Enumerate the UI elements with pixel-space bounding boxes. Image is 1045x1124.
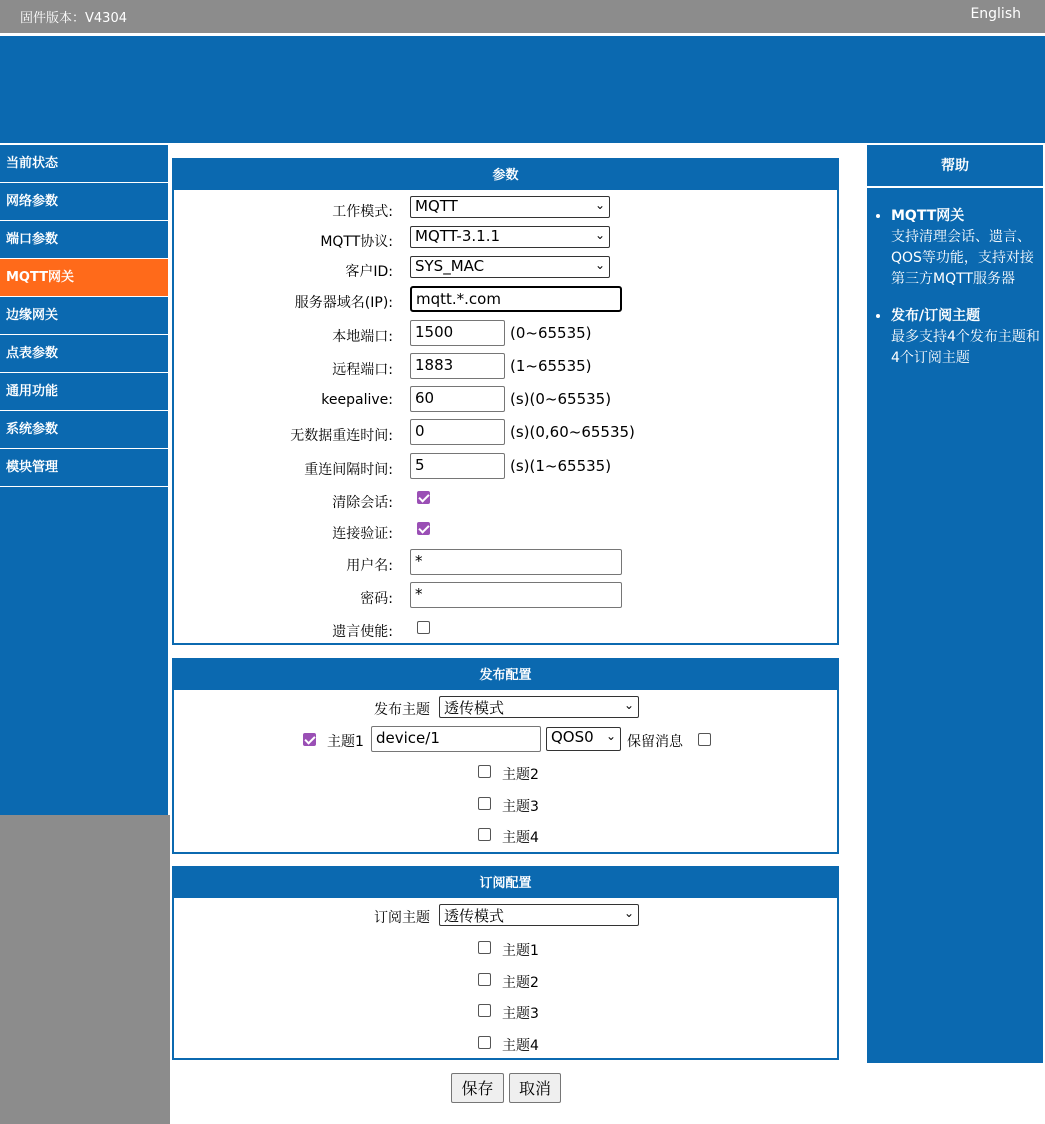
publish-topic4-row: [174, 825, 837, 851]
auth-checkbox[interactable]: [417, 522, 430, 535]
sidebar-item-mqtt-gateway[interactable]: MQTT网关: [0, 259, 168, 297]
server-row: [174, 286, 837, 312]
subscribe-mode-label: 订阅主题: [374, 910, 430, 926]
will-row: [174, 618, 837, 644]
sidebar-item-status[interactable]: 当前状态: [0, 145, 168, 183]
remote-port-row: [174, 353, 837, 379]
banner: [0, 36, 1045, 143]
chevron-down-icon: ⌄: [623, 906, 634, 920]
password-label: 密码:: [360, 591, 393, 607]
help-item-body: 最多支持4个发布主题和4个订阅主题: [891, 329, 1040, 366]
params-panel: [172, 158, 839, 645]
client-id-select[interactable]: [410, 256, 610, 278]
top-bar: [0, 0, 1045, 33]
reconnect-interval-label: 重连间隔时间:: [304, 462, 393, 478]
publish-mode-value: 透传模式: [444, 699, 505, 717]
sidebar-filler: [0, 815, 170, 1124]
subscribe-mode-select[interactable]: [439, 904, 639, 926]
clean-session-label: 清除会话:: [332, 495, 393, 511]
mqtt-protocol-value: MQTT-3.1.1: [415, 227, 501, 245]
keepalive-hint: (s)(0~65535): [510, 390, 612, 408]
no-data-reconnect-hint: (s)(0,60~65535): [510, 423, 635, 441]
keepalive-label: keepalive:: [321, 392, 393, 408]
client-id-row: [174, 256, 837, 282]
publish-topic2-label: 主题2: [502, 767, 539, 783]
username-input[interactable]: *: [410, 549, 622, 575]
no-data-reconnect-label: 无数据重连时间:: [290, 428, 393, 444]
work-mode-select[interactable]: [410, 196, 610, 218]
no-data-reconnect-row: [174, 419, 837, 445]
reconnect-interval-hint: (s)(1~65535): [510, 457, 612, 475]
subscribe-panel-title: 订阅配置: [174, 868, 837, 898]
keepalive-row: [174, 386, 837, 412]
reconnect-interval-row: [174, 453, 837, 479]
local-port-hint: (0~65535): [510, 324, 592, 342]
publish-topic2-row: [174, 762, 837, 788]
server-label: 服务器域名(IP):: [294, 295, 393, 311]
help-item-heading: 发布/订阅主题: [891, 308, 981, 324]
firmware-value: V4304: [85, 11, 127, 26]
client-id-value: SYS_MAC: [415, 257, 485, 275]
publish-topic1-label: 主题1: [327, 734, 364, 750]
sidebar-item-system[interactable]: 系统参数: [0, 411, 168, 449]
mqtt-protocol-select[interactable]: [410, 226, 610, 248]
local-port-row: [174, 320, 837, 346]
clean-session-checkbox[interactable]: [417, 491, 430, 504]
sidebar-item-network[interactable]: 网络参数: [0, 183, 168, 221]
publish-panel: [172, 658, 839, 854]
subscribe-topic4-label: 主题4: [502, 1038, 539, 1054]
subscribe-mode-value: 透传模式: [444, 907, 505, 925]
sidebar: [0, 145, 168, 815]
save-button[interactable]: 保存: [451, 1073, 504, 1103]
firmware-label: 固件版本：: [20, 11, 86, 26]
subscribe-topic2-label: 主题2: [502, 975, 539, 991]
server-input[interactable]: mqtt.*.com: [410, 286, 622, 312]
params-panel-title: 参数: [174, 160, 837, 190]
publish-topic4-label: 主题4: [502, 830, 539, 846]
chevron-down-icon: ⌄: [594, 198, 605, 212]
remote-port-hint: (1~65535): [510, 357, 592, 375]
mqtt-protocol-label: MQTT协议:: [320, 234, 393, 250]
will-checkbox[interactable]: [417, 621, 430, 634]
no-data-reconnect-input[interactable]: 0: [410, 419, 505, 445]
publish-topic1-retain-label: 保留消息: [627, 734, 683, 750]
username-label: 用户名:: [346, 558, 393, 574]
subscribe-topic1-row: [174, 938, 837, 964]
local-port-label: 本地端口:: [332, 329, 393, 345]
help-title: 帮助: [867, 145, 1043, 188]
subscribe-panel: [172, 866, 839, 1060]
work-mode-label: 工作模式:: [332, 204, 393, 220]
chevron-down-icon: ⌄: [594, 258, 605, 272]
username-row: [174, 549, 837, 575]
client-id-label: 客户ID:: [345, 264, 393, 280]
publish-topic3-row: [174, 794, 837, 820]
subscribe-topic1-checkbox[interactable]: [478, 941, 491, 954]
publish-mode-row: [174, 696, 837, 722]
help-panel: [867, 145, 1043, 1063]
remote-port-label: 远程端口:: [332, 362, 393, 378]
local-port-input[interactable]: 1500: [410, 320, 505, 346]
publish-topic1-row: [174, 726, 837, 752]
firmware-version: [20, 7, 127, 26]
publish-mode-label: 发布主题: [374, 702, 430, 718]
language-link[interactable]: English: [970, 6, 1021, 22]
work-mode-row: [174, 196, 837, 222]
publish-topic1-input[interactable]: device/1: [371, 726, 541, 752]
publish-topic1-retain-checkbox[interactable]: [698, 733, 711, 746]
auth-label: 连接验证:: [332, 526, 393, 542]
publish-topic3-label: 主题3: [502, 799, 539, 815]
reconnect-interval-input[interactable]: 5: [410, 453, 505, 479]
keepalive-input[interactable]: 60: [410, 386, 505, 412]
subscribe-topic3-label: 主题3: [502, 1006, 539, 1022]
password-input[interactable]: *: [410, 582, 622, 608]
subscribe-topic3-checkbox[interactable]: [478, 1004, 491, 1017]
sidebar-item-module[interactable]: 模块管理: [0, 449, 168, 487]
help-item: [891, 206, 1043, 290]
clean-session-row: [174, 489, 837, 515]
password-row: [174, 582, 837, 608]
chevron-down-icon: ⌄: [623, 698, 634, 712]
sidebar-item-general[interactable]: 通用功能: [0, 373, 168, 411]
publish-panel-title: 发布配置: [174, 660, 837, 690]
help-list: [867, 206, 1043, 369]
remote-port-input[interactable]: 1883: [410, 353, 505, 379]
auth-row: [174, 520, 837, 546]
subscribe-mode-row: [174, 904, 837, 930]
subscribe-topic4-row: [174, 1033, 837, 1059]
subscribe-topic3-row: [174, 1001, 837, 1027]
mqtt-protocol-row: [174, 226, 837, 252]
work-mode-value: MQTT: [415, 197, 458, 215]
cancel-button[interactable]: 取消: [509, 1073, 561, 1103]
publish-topic4-checkbox[interactable]: [478, 828, 491, 841]
chevron-down-icon: ⌄: [605, 729, 616, 743]
publish-mode-select[interactable]: [439, 696, 639, 718]
sidebar-item-edge-gateway[interactable]: 边缘网关: [0, 297, 168, 335]
publish-topic1-checkbox[interactable]: [303, 733, 316, 746]
publish-topic2-checkbox[interactable]: [478, 765, 491, 778]
sidebar-item-point-table[interactable]: 点表参数: [0, 335, 168, 373]
chevron-down-icon: ⌄: [594, 228, 605, 242]
subscribe-topic1-label: 主题1: [502, 943, 539, 959]
publish-topic1-qos-value: QOS0: [551, 728, 594, 746]
subscribe-topic2-row: [174, 970, 837, 996]
publish-topic1-qos-select[interactable]: [546, 727, 621, 751]
publish-topic3-checkbox[interactable]: [478, 797, 491, 810]
help-item-heading: MQTT网关: [891, 208, 965, 224]
subscribe-topic2-checkbox[interactable]: [478, 973, 491, 986]
sidebar-item-port[interactable]: 端口参数: [0, 221, 168, 259]
subscribe-topic4-checkbox[interactable]: [478, 1036, 491, 1049]
will-label: 遗言使能:: [332, 624, 393, 640]
help-item-body: 支持清理会话、遗言、QOS等功能，支持对接第三方MQTT服务器: [891, 229, 1034, 287]
help-item: [891, 306, 1043, 369]
